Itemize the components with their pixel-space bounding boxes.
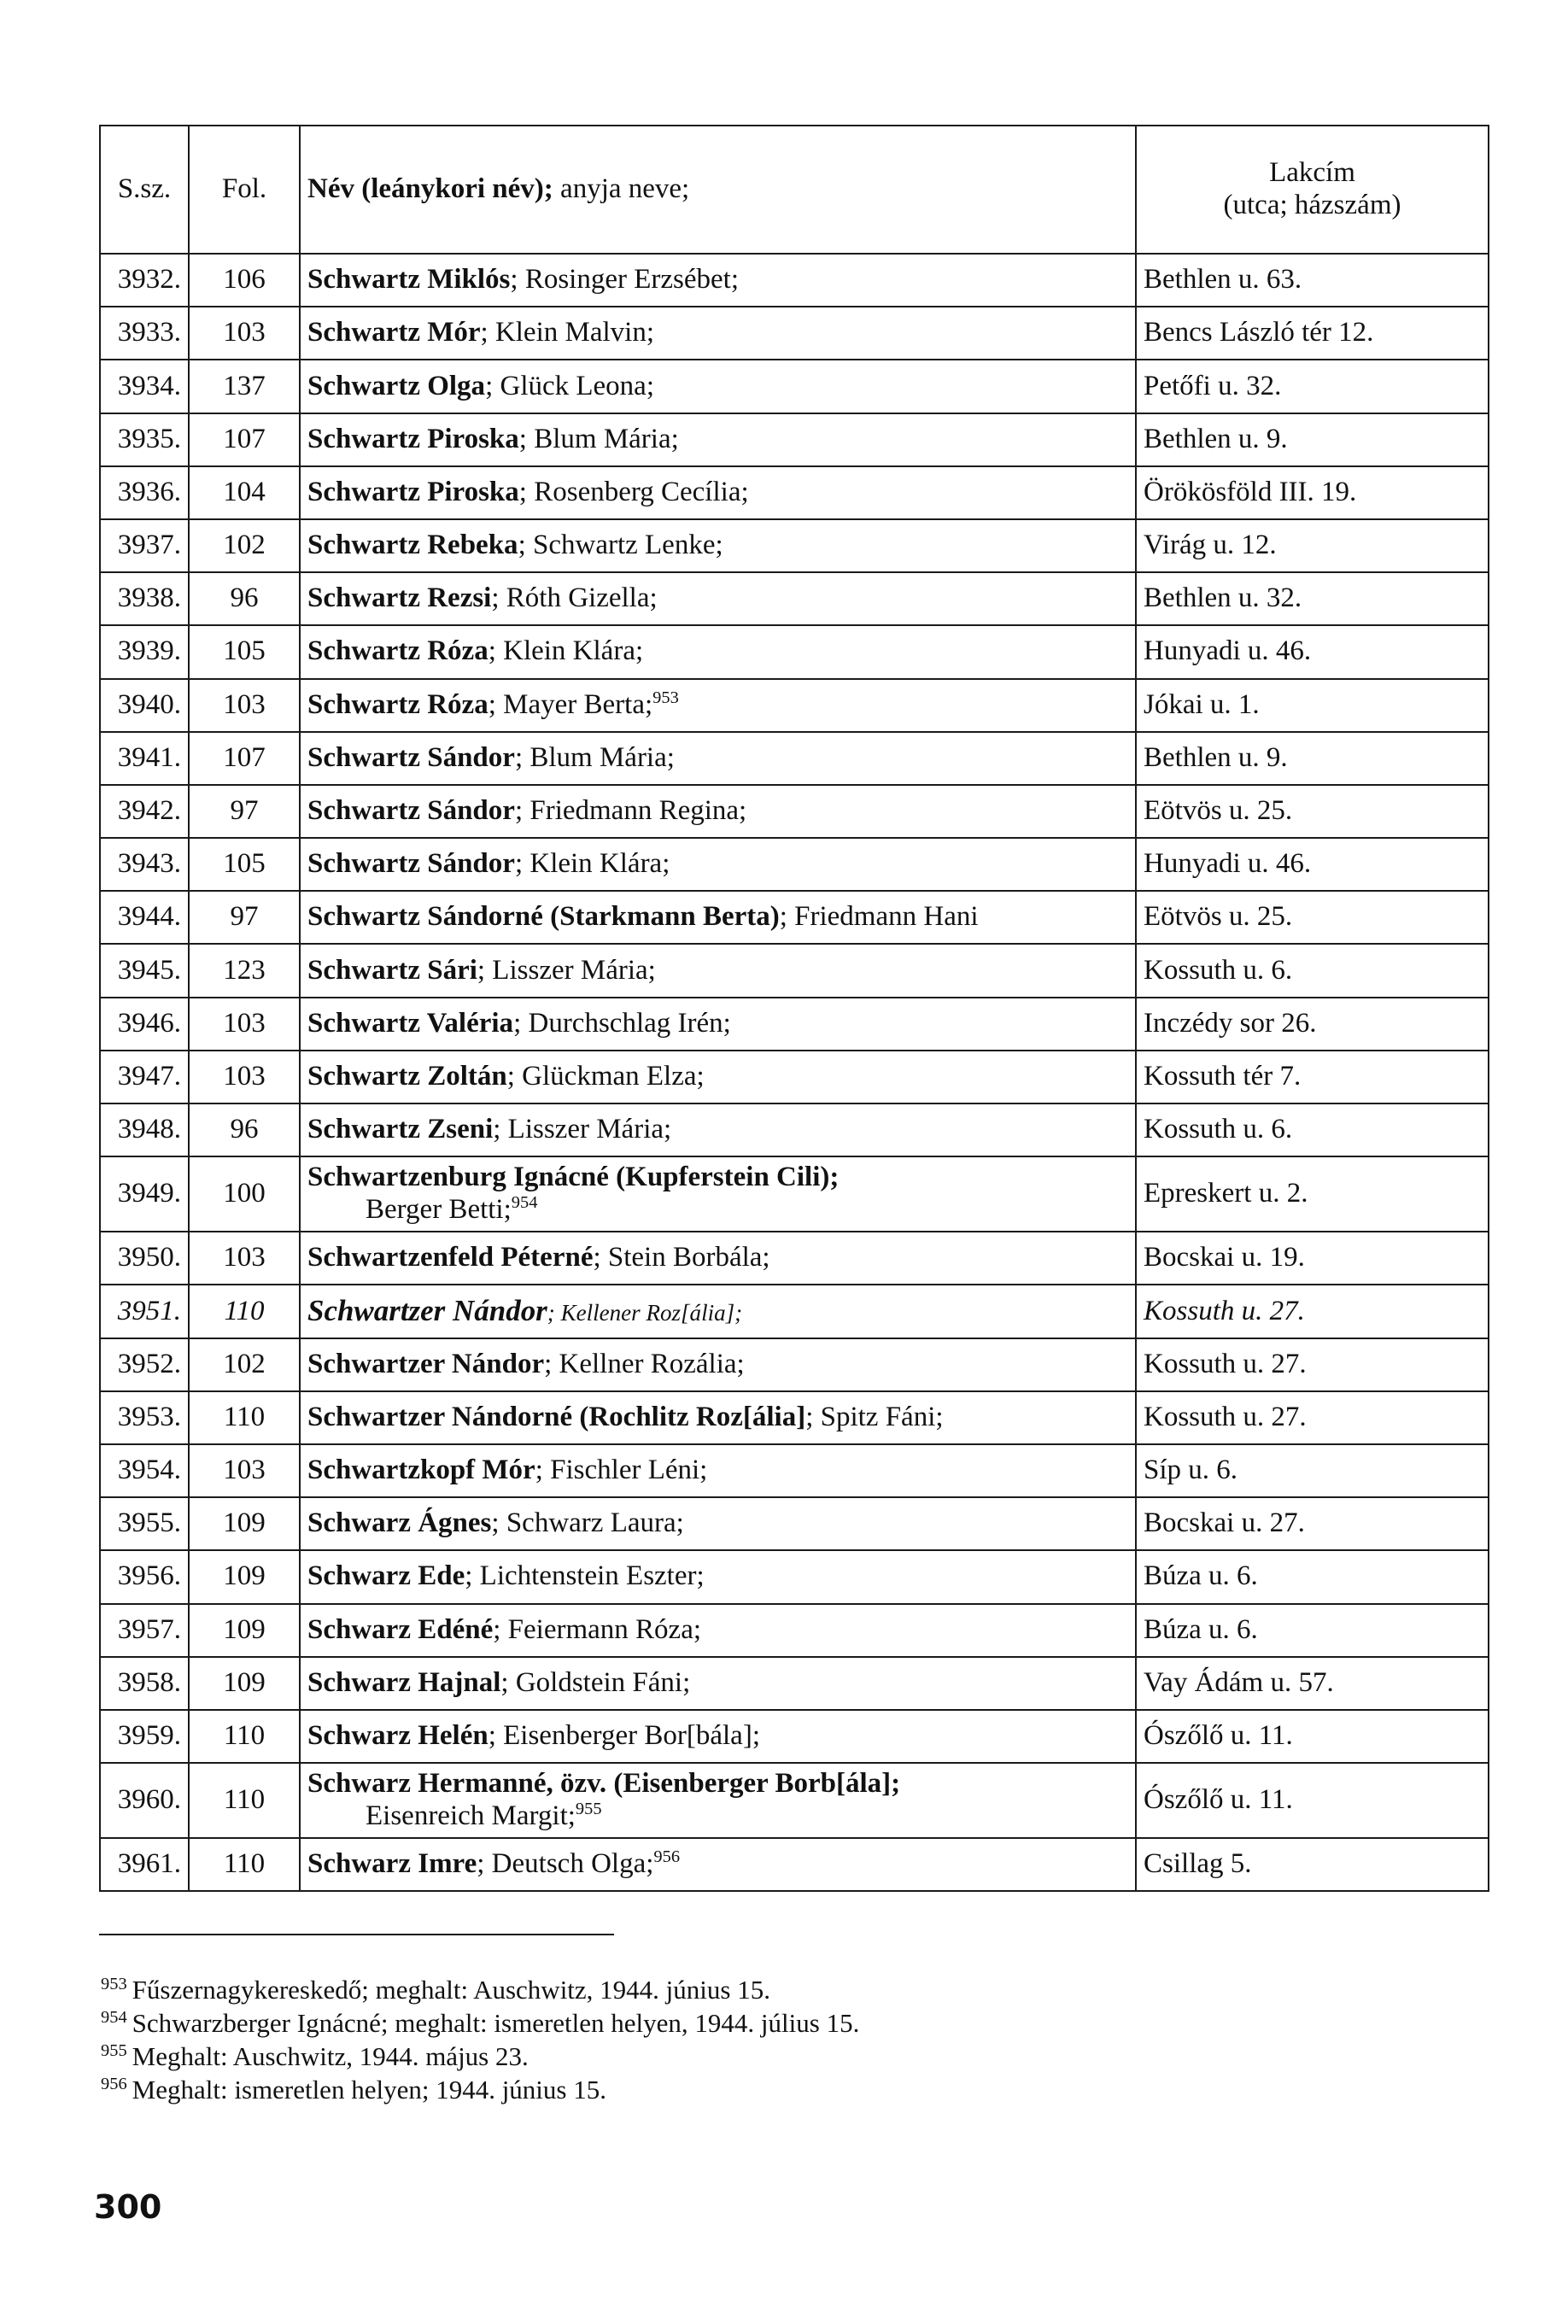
mother-name: ; Lisszer Mária; <box>477 954 656 986</box>
table-row <box>100 1763 1489 1838</box>
person-name: Schwartz Sándor <box>307 795 515 826</box>
person-name: Schwartz Rezsi <box>307 582 492 614</box>
name-cell <box>300 998 1136 1051</box>
person-name: Schwartzer Nándorné (Rochlitz Roz[ália] <box>307 1401 806 1432</box>
header-folio: Fol. <box>189 126 300 254</box>
person-name: Schwartzer Nándor <box>307 1348 545 1379</box>
serial-number-cell: 3953. <box>100 1391 189 1444</box>
person-name: Schwartz Piroska <box>307 476 519 507</box>
header-address <box>1136 126 1489 254</box>
person-name: Schwartz Piroska <box>307 423 519 454</box>
register-rows <box>100 254 1489 1891</box>
name-cell <box>300 785 1136 838</box>
folio-cell: 110 <box>189 1838 300 1891</box>
mother-name: ; Glückman Elza; <box>506 1060 705 1092</box>
mother-name: ; Spitz Fáni; <box>805 1401 944 1432</box>
folio-cell: 137 <box>189 360 300 413</box>
serial-number-cell: 3939. <box>100 625 189 678</box>
address-cell: Ószőlő u. 11. <box>1136 1763 1489 1838</box>
person-name: Schwartz Mór <box>307 317 481 348</box>
folio-cell: 97 <box>189 891 300 944</box>
person-name: Schwartz Sári <box>307 954 477 986</box>
footnote <box>101 2040 1382 2073</box>
table-row <box>100 1051 1489 1103</box>
folio-cell: 103 <box>189 1444 300 1497</box>
serial-number-cell: 3948. <box>100 1103 189 1156</box>
footnote <box>101 1973 1382 2006</box>
continuation-text: Berger Betti; <box>366 1194 512 1226</box>
person-name: Schwartz Sándor <box>307 741 515 773</box>
address-cell: Búza u. 6. <box>1136 1550 1489 1603</box>
name-continuation <box>307 1194 1128 1226</box>
name-cell <box>300 1103 1136 1156</box>
continuation-text: Eisenreich Margit; <box>366 1800 576 1832</box>
address-cell: Bethlen u. 63. <box>1136 254 1489 307</box>
header-address-line2: (utca; házszám) <box>1223 190 1401 220</box>
name-cell <box>300 1838 1136 1891</box>
folio-cell: 104 <box>189 466 300 519</box>
address-cell: Síp u. 6. <box>1136 1444 1489 1497</box>
table-row <box>100 1103 1489 1156</box>
page-number: 300 <box>94 2188 162 2226</box>
folio-cell: 109 <box>189 1550 300 1603</box>
address-cell: Örökösföld III. 19. <box>1136 466 1489 519</box>
serial-number-cell: 3941. <box>100 732 189 785</box>
person-name: Schwarz Imre <box>307 1848 477 1880</box>
serial-number-cell: 3940. <box>100 679 189 732</box>
table-row <box>100 1710 1489 1763</box>
footnote-number: 954 <box>101 2007 127 2027</box>
folio-cell: 105 <box>189 838 300 891</box>
mother-name: ; Klein Malvin; <box>480 317 654 348</box>
serial-number-cell: 3958. <box>100 1657 189 1710</box>
footnote-ref: 955 <box>575 1800 602 1819</box>
name-cell <box>300 1444 1136 1497</box>
mother-name: ; Róth Gizella; <box>491 582 658 614</box>
address-cell: Jókai u. 1. <box>1136 679 1489 732</box>
table-row <box>100 254 1489 307</box>
person-name: Schwarz Ágnes <box>307 1507 492 1539</box>
serial-number-cell: 3961. <box>100 1838 189 1891</box>
table-row <box>100 732 1489 785</box>
serial-number-cell: 3954. <box>100 1444 189 1497</box>
name-cell <box>300 1710 1136 1763</box>
table-row <box>100 1497 1489 1550</box>
serial-number-cell: 3936. <box>100 466 189 519</box>
folio-cell: 110 <box>189 1710 300 1763</box>
table-row <box>100 1838 1489 1891</box>
person-name: Schwartz Róza <box>307 688 489 720</box>
table-row <box>100 679 1489 732</box>
serial-number-cell: 3938. <box>100 572 189 625</box>
folio-cell: 107 <box>189 732 300 785</box>
serial-number-cell: 3957. <box>100 1604 189 1657</box>
serial-number-cell: 3950. <box>100 1232 189 1285</box>
folio-cell: 107 <box>189 413 300 466</box>
footnote-ref: 954 <box>511 1193 538 1213</box>
footnote-text: Meghalt: ismeretlen helyen; 1944. június 15. <box>132 2075 606 2104</box>
table-row <box>100 1391 1489 1444</box>
footnotes <box>101 1973 1382 2106</box>
name-cell <box>300 519 1136 572</box>
folio-cell: 106 <box>189 254 300 307</box>
person-name: Schwartz Sándorné (Starkmann Berta) <box>307 901 780 933</box>
person-name: Schwarz Hajnal <box>307 1666 501 1698</box>
footnote-text: Meghalt: Auschwitz, 1944. május 23. <box>132 2041 529 2071</box>
folio-cell: 109 <box>189 1604 300 1657</box>
table-row <box>100 838 1489 891</box>
person-name: Schwartzer Nándor <box>307 1294 547 1327</box>
address-cell: Bethlen u. 9. <box>1136 732 1489 785</box>
mother-name: ; Deutsch Olga; <box>477 1848 654 1880</box>
mother-name: ; Mayer Berta; <box>488 688 653 720</box>
address-cell: Bethlen u. 32. <box>1136 572 1489 625</box>
mother-name: ; Klein Klára; <box>488 635 644 667</box>
mother-name: ; Stein Borbála; <box>593 1242 770 1273</box>
mother-name: ; Eisenberger Bor[bála]; <box>488 1720 760 1751</box>
name-cell <box>300 254 1136 307</box>
table-row <box>100 625 1489 678</box>
mother-name: ; Kellener Roz[ália]; <box>547 1300 743 1326</box>
serial-number-cell: 3956. <box>100 1550 189 1603</box>
name-cell <box>300 732 1136 785</box>
mother-name: ; Goldstein Fáni; <box>500 1666 691 1698</box>
folio-cell: 109 <box>189 1657 300 1710</box>
table-row <box>100 944 1489 997</box>
table-row <box>100 1156 1489 1232</box>
table-row <box>100 360 1489 413</box>
footnote-text: Fűszernagykereskedő; meghalt: Auschwitz, 1944. június 15. <box>132 1975 770 2005</box>
folio-cell: 102 <box>189 519 300 572</box>
person-name: Schwartzenburg Ignácné (Kupferstein Cili); <box>307 1162 840 1193</box>
header-serial-number: S.sz. <box>100 126 189 254</box>
mother-name: ; Friedmann Regina; <box>514 795 747 826</box>
name-cell <box>300 838 1136 891</box>
header-address-line1: Lakcím <box>1269 157 1355 189</box>
folio-cell: 103 <box>189 1051 300 1103</box>
footnote-ref: 953 <box>652 688 679 707</box>
mother-name: ; Kellner Rozália; <box>544 1348 745 1379</box>
table-row <box>100 307 1489 360</box>
person-name: Schwartzkopf Mór <box>307 1455 535 1486</box>
table-row <box>100 466 1489 519</box>
address-cell: Eötvös u. 25. <box>1136 785 1489 838</box>
name-cell <box>300 1657 1136 1710</box>
name-cell <box>300 1156 1136 1232</box>
table-row <box>100 1604 1489 1657</box>
address-cell: Virág u. 12. <box>1136 519 1489 572</box>
address-cell: Hunyadi u. 46. <box>1136 625 1489 678</box>
mother-name: ; Rosenberg Cecília; <box>518 476 749 507</box>
name-cell <box>300 1338 1136 1391</box>
name-continuation <box>307 1800 1128 1833</box>
folio-cell: 103 <box>189 679 300 732</box>
serial-number-cell: 3934. <box>100 360 189 413</box>
address-cell: Hunyadi u. 46. <box>1136 838 1489 891</box>
serial-number-cell: 3959. <box>100 1710 189 1763</box>
name-cell <box>300 1285 1136 1338</box>
address-cell: Bencs László tér 12. <box>1136 307 1489 360</box>
address-cell: Csillag 5. <box>1136 1838 1489 1891</box>
serial-number-cell: 3960. <box>100 1763 189 1838</box>
folio-cell: 110 <box>189 1763 300 1838</box>
mother-name: ; Blum Mária; <box>514 741 675 773</box>
mother-name: ; Durchschlag Irén; <box>513 1007 731 1039</box>
table-row <box>100 891 1489 944</box>
footnote-number: 956 <box>101 2074 127 2093</box>
person-name: Schwartz Valéria <box>307 1007 514 1039</box>
person-name: Schwarz Helén <box>307 1720 489 1751</box>
folio-cell: 97 <box>189 785 300 838</box>
header-name <box>300 126 1136 254</box>
person-name: Schwartz Miklós <box>307 264 511 296</box>
table-row <box>100 1232 1489 1285</box>
folio-cell: 100 <box>189 1156 300 1232</box>
table-row <box>100 1285 1489 1338</box>
address-cell: Kossuth u. 6. <box>1136 944 1489 997</box>
person-name: Schwartz Olga <box>307 370 486 401</box>
mother-name: ; Fischler Léni; <box>535 1455 708 1486</box>
serial-number-cell: 3951. <box>100 1285 189 1338</box>
name-cell <box>300 1763 1136 1838</box>
table-row <box>100 572 1489 625</box>
serial-number-cell: 3955. <box>100 1497 189 1550</box>
table-row <box>100 785 1489 838</box>
name-cell <box>300 1391 1136 1444</box>
folio-cell: 96 <box>189 572 300 625</box>
address-cell: Petőfi u. 32. <box>1136 360 1489 413</box>
table-header-row <box>100 126 1489 254</box>
address-cell: Búza u. 6. <box>1136 1604 1489 1657</box>
name-cell <box>300 625 1136 678</box>
serial-number-cell: 3932. <box>100 254 189 307</box>
serial-number-cell: 3942. <box>100 785 189 838</box>
header-name-bold: Név (leánykori név); <box>307 173 553 205</box>
address-cell: Kossuth tér 7. <box>1136 1051 1489 1103</box>
mother-name: ; Feiermann Róza; <box>493 1613 702 1645</box>
folio-cell: 109 <box>189 1497 300 1550</box>
person-name: Schwartz Zseni <box>307 1114 494 1145</box>
table-row <box>100 413 1489 466</box>
name-cell <box>300 413 1136 466</box>
person-name: Schwarz Edéné <box>307 1613 494 1645</box>
footnote-separator <box>99 1934 614 1935</box>
folio-cell: 110 <box>189 1391 300 1444</box>
footnote <box>101 2006 1382 2040</box>
footnote-number: 955 <box>101 2040 127 2060</box>
address-cell: Kossuth u. 27. <box>1136 1285 1489 1338</box>
address-cell: Epreskert u. 2. <box>1136 1156 1489 1232</box>
mother-name: ; Lisszer Mária; <box>493 1114 672 1145</box>
serial-number-cell: 3935. <box>100 413 189 466</box>
address-cell: Vay Ádám u. 57. <box>1136 1657 1489 1710</box>
name-cell <box>300 1550 1136 1603</box>
mother-name: ; Klein Klára; <box>514 848 670 880</box>
name-cell <box>300 307 1136 360</box>
person-name: Schwartz Zoltán <box>307 1060 507 1092</box>
serial-number-cell: 3945. <box>100 944 189 997</box>
name-cell <box>300 891 1136 944</box>
serial-number-cell: 3947. <box>100 1051 189 1103</box>
footnote-text: Schwarzberger Ignácné; meghalt: ismeretlen helyen, 1944. július 15. <box>132 2008 860 2038</box>
folio-cell: 105 <box>189 625 300 678</box>
folio-cell: 123 <box>189 944 300 997</box>
serial-number-cell: 3952. <box>100 1338 189 1391</box>
name-cell <box>300 944 1136 997</box>
person-name: Schwartz Sándor <box>307 848 515 880</box>
address-cell: Bocskai u. 27. <box>1136 1497 1489 1550</box>
person-name: Schwarz Ede <box>307 1560 465 1592</box>
name-cell <box>300 466 1136 519</box>
table-row <box>100 998 1489 1051</box>
mother-name: ; Blum Mária; <box>518 423 679 454</box>
folio-cell: 103 <box>189 307 300 360</box>
folio-cell: 103 <box>189 1232 300 1285</box>
table-row <box>100 1338 1489 1391</box>
mother-name: ; Schwartz Lenke; <box>518 530 723 561</box>
name-cell <box>300 1232 1136 1285</box>
address-cell: Bocskai u. 19. <box>1136 1232 1489 1285</box>
folio-cell: 96 <box>189 1103 300 1156</box>
address-cell: Kossuth u. 27. <box>1136 1391 1489 1444</box>
mother-name: ; Glück Leona; <box>485 370 654 401</box>
address-cell: Bethlen u. 9. <box>1136 413 1489 466</box>
serial-number-cell: 3943. <box>100 838 189 891</box>
mother-name: ; Friedmann Hani <box>779 901 979 933</box>
name-cell <box>300 572 1136 625</box>
mother-name: ; Schwarz Laura; <box>491 1507 684 1539</box>
footnote-number: 953 <box>101 1974 127 1993</box>
person-name: Schwartz Róza <box>307 635 489 667</box>
address-cell: Kossuth u. 27. <box>1136 1338 1489 1391</box>
address-cell: Kossuth u. 6. <box>1136 1103 1489 1156</box>
table-row <box>100 1657 1489 1710</box>
serial-number-cell: 3937. <box>100 519 189 572</box>
person-name: Schwartzenfeld Péterné <box>307 1242 594 1273</box>
address-cell: Eötvös u. 25. <box>1136 891 1489 944</box>
footnote <box>101 2073 1382 2106</box>
name-cell <box>300 679 1136 732</box>
name-cell <box>300 1497 1136 1550</box>
header-name-rest: anyja neve; <box>553 173 690 205</box>
name-cell <box>300 1051 1136 1103</box>
address-cell: Ószőlő u. 11. <box>1136 1710 1489 1763</box>
person-name: Schwartz Rebeka <box>307 530 518 561</box>
table-row <box>100 1550 1489 1603</box>
folio-cell: 110 <box>189 1285 300 1338</box>
serial-number-cell: 3946. <box>100 998 189 1051</box>
folio-cell: 103 <box>189 998 300 1051</box>
table-row <box>100 1444 1489 1497</box>
folio-cell: 102 <box>189 1338 300 1391</box>
person-name: Schwarz Hermanné, özv. (Eisenberger Borb[ála]; <box>307 1768 901 1800</box>
serial-number-cell: 3944. <box>100 891 189 944</box>
serial-number-cell: 3949. <box>100 1156 189 1232</box>
mother-name: ; Lichtenstein Eszter; <box>465 1560 705 1592</box>
name-cell <box>300 1604 1136 1657</box>
address-cell: Inczédy sor 26. <box>1136 998 1489 1051</box>
serial-number-cell: 3933. <box>100 307 189 360</box>
footnote-ref: 956 <box>653 1847 681 1867</box>
mother-name: ; Rosinger Erzsébet; <box>510 264 739 296</box>
name-cell <box>300 360 1136 413</box>
table-row <box>100 519 1489 572</box>
register-table <box>99 125 1489 1892</box>
